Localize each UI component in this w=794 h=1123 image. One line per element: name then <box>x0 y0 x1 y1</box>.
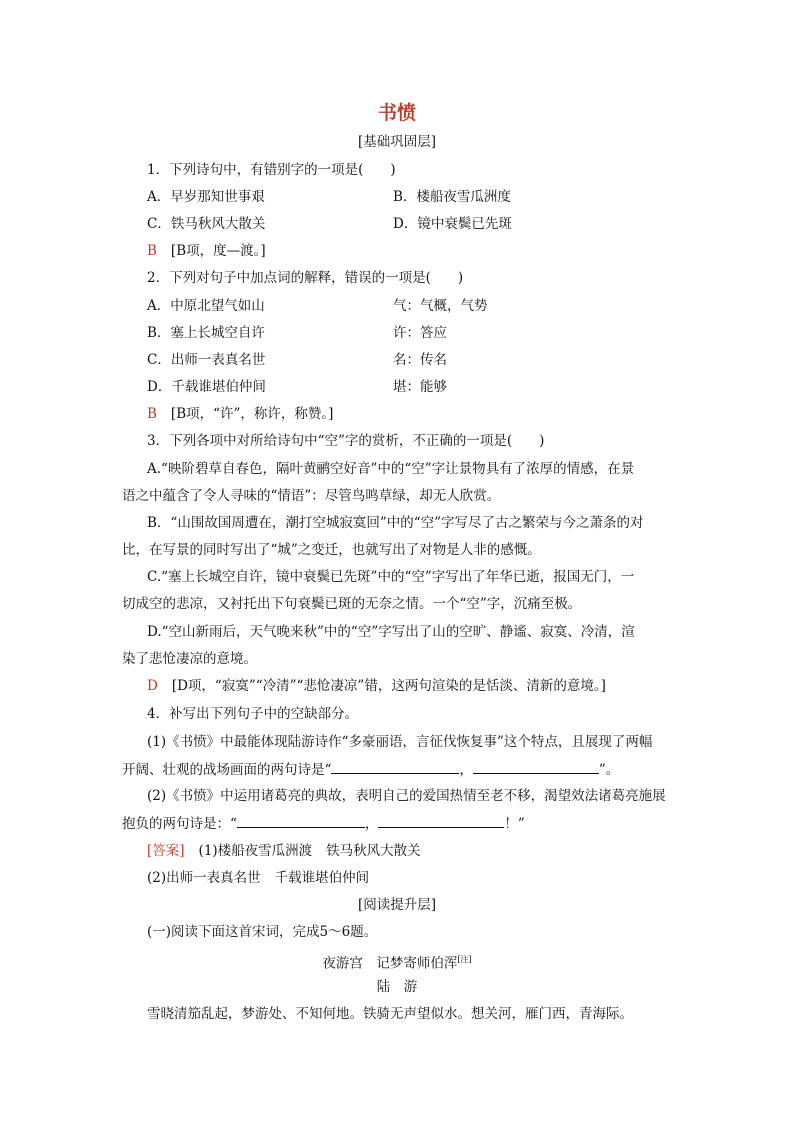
q3-answer-letter: D <box>147 678 158 694</box>
q1-option-d: D．镜中衰鬓已先斑 <box>393 216 512 232</box>
q3-stem: 3．下列各项中对所给诗句中“空”字的赏析，不正确的一项是( ) <box>147 433 545 449</box>
q1-option-c: C．铁马秋风大散关 <box>147 216 266 232</box>
q3-answer <box>147 677 606 695</box>
q3-option-d-line2: 染了悲怆凄凉的意境。 <box>122 651 257 667</box>
q4-part1-blank-1[interactable] <box>331 760 459 774</box>
q3-option-a-line1: A.“映阶碧草自春色，隔叶黄鹂空好音”中的“空”字让景物具有了浓厚的情感，在景 <box>147 461 635 477</box>
q2-option-c-explanation: 名：传名 <box>393 352 447 368</box>
q4-part1-line1: (1)《书愤》中最能体现陆游诗作“多豪丽语，言征伐恢复事”这个特点，且展现了两幅 <box>147 734 653 750</box>
q1-answer <box>147 242 266 260</box>
q2-option-c: C．出师一表真名世 <box>147 352 266 368</box>
q3-answer-text: [D项，“寂寞”“冷清”“悲怆凄凉”错，这两句渲染的是恬淡、清新的意境。] <box>171 678 606 694</box>
q2-stem: 2．下列对句子中加点词的解释，错误的一项是( ) <box>147 270 464 286</box>
q2-option-d-explanation: 堪：能够 <box>393 379 447 395</box>
q4-part1-blank-2[interactable] <box>473 760 599 774</box>
q4-part1-suffix: ”。 <box>598 762 620 778</box>
q4-part2-blank-1[interactable] <box>237 814 365 828</box>
q4-answer1-label: (1) <box>198 843 218 859</box>
q4-part2-line1: (2)《书愤》中运用诸葛亮的典故，表明自己的爱国热情至老不移，渴望效法诸葛亮施展 <box>147 788 666 804</box>
q4-part1-line2 <box>122 760 619 779</box>
section-heading-basic: [基础巩固层] <box>357 134 437 150</box>
q4-answer1-line-a: 楼船夜雪瓜洲渡 <box>217 843 313 859</box>
q4-part2-suffix: ！” <box>504 816 525 832</box>
q2-answer-letter: B <box>147 406 157 422</box>
q4-part2-prefix: 抱负的两句诗是：“ <box>122 816 237 832</box>
poem-title <box>0 951 794 973</box>
q3-option-a-line2: 语之中蕴含了令人寻味的“情语”：尽管鸟鸣草绿，却无人欣赏。 <box>122 488 501 504</box>
q2-option-a-explanation: 气：气概，气势 <box>393 298 488 314</box>
q4-answer2-line-b: 千载谁堪伯仲间 <box>274 870 370 886</box>
q4-stem: 4．补写出下列句子中的空缺部分。 <box>147 706 359 722</box>
q4-answer-2 <box>147 869 369 887</box>
q4-part2-blank-2[interactable] <box>378 814 504 828</box>
q4-part2-comma: ， <box>364 816 379 832</box>
q2-answer-text: [B项，“许”，称许，称赞。] <box>170 406 334 422</box>
section-heading-reading: [阅读提升层] <box>357 897 437 913</box>
q4-part1-prefix: 开阔、壮观的战场画面的两句诗是“ <box>122 762 332 778</box>
poem-author: 陆 游 <box>376 979 418 995</box>
q1-answer-letter: B <box>147 243 157 259</box>
q3-option-b-line2: 比，在写景的同时写出了“城”之变迁，也就写出了对物是人非的感慨。 <box>122 542 541 558</box>
q3-option-c-line2: 切成空的悲凉，又衬托出下句衰鬓已斑的无奈之情。一个“空”字，沉痛至极。 <box>122 596 582 612</box>
q1-answer-text: [B项，度—渡。] <box>170 243 266 259</box>
q1-option-b: B．楼船夜雪瓜洲度 <box>393 189 511 205</box>
poem-line-1: 雪晓清笳乱起，梦游处、不知何地。铁骑无声望似水。想关河，雁门西，青海际。 <box>147 1006 633 1022</box>
q4-answer-1 <box>147 842 421 860</box>
q1-stem: 1．下列诗句中，有错别字的一项是( ) <box>147 162 396 178</box>
q2-answer <box>147 405 333 423</box>
q4-answer2-label: (2) <box>147 870 167 886</box>
q3-option-c-line1: C.“塞上长城空自许，镜中衰鬓已先斑”中的“空”字写出了年华已逝，报国无门，一 <box>147 569 635 585</box>
q2-option-a: A．中原北望气如山 <box>147 298 265 314</box>
poem-note-marker: [注] <box>457 955 472 964</box>
q3-option-b-line1: B．“山围故国周遭在，潮打空城寂寞回”中的“空”字写尽了古之繁荣与今之萧条的对 <box>147 515 644 531</box>
poem-title-text: 夜游宫 记梦寄师伯浑 <box>322 955 458 972</box>
q4-part1-comma: ， <box>459 762 473 778</box>
reading-intro: (一)阅读下面这首宋词，完成5～6题。 <box>147 924 378 940</box>
q2-option-d: D．千载谁堪伯仲间 <box>147 379 266 395</box>
q3-option-d-line1: D.“空山新雨后，天气晚来秋”中的“空”字写出了山的空旷、静谧、寂寞、冷清，渲 <box>147 624 635 640</box>
page-title: 书愤 <box>377 102 416 124</box>
q4-answer-tag: [答案] <box>147 843 185 859</box>
q4-answer2-line-a: 出师一表真名世 <box>166 870 261 886</box>
q4-answer1-line-b: 铁马秋风大散关 <box>326 843 421 859</box>
q1-option-a: A．早岁那知世事艰 <box>147 189 265 205</box>
q2-option-b: B．塞上长城空自许 <box>147 325 265 341</box>
q2-option-b-explanation: 许：答应 <box>393 325 447 341</box>
q4-part2-line2 <box>122 814 525 833</box>
